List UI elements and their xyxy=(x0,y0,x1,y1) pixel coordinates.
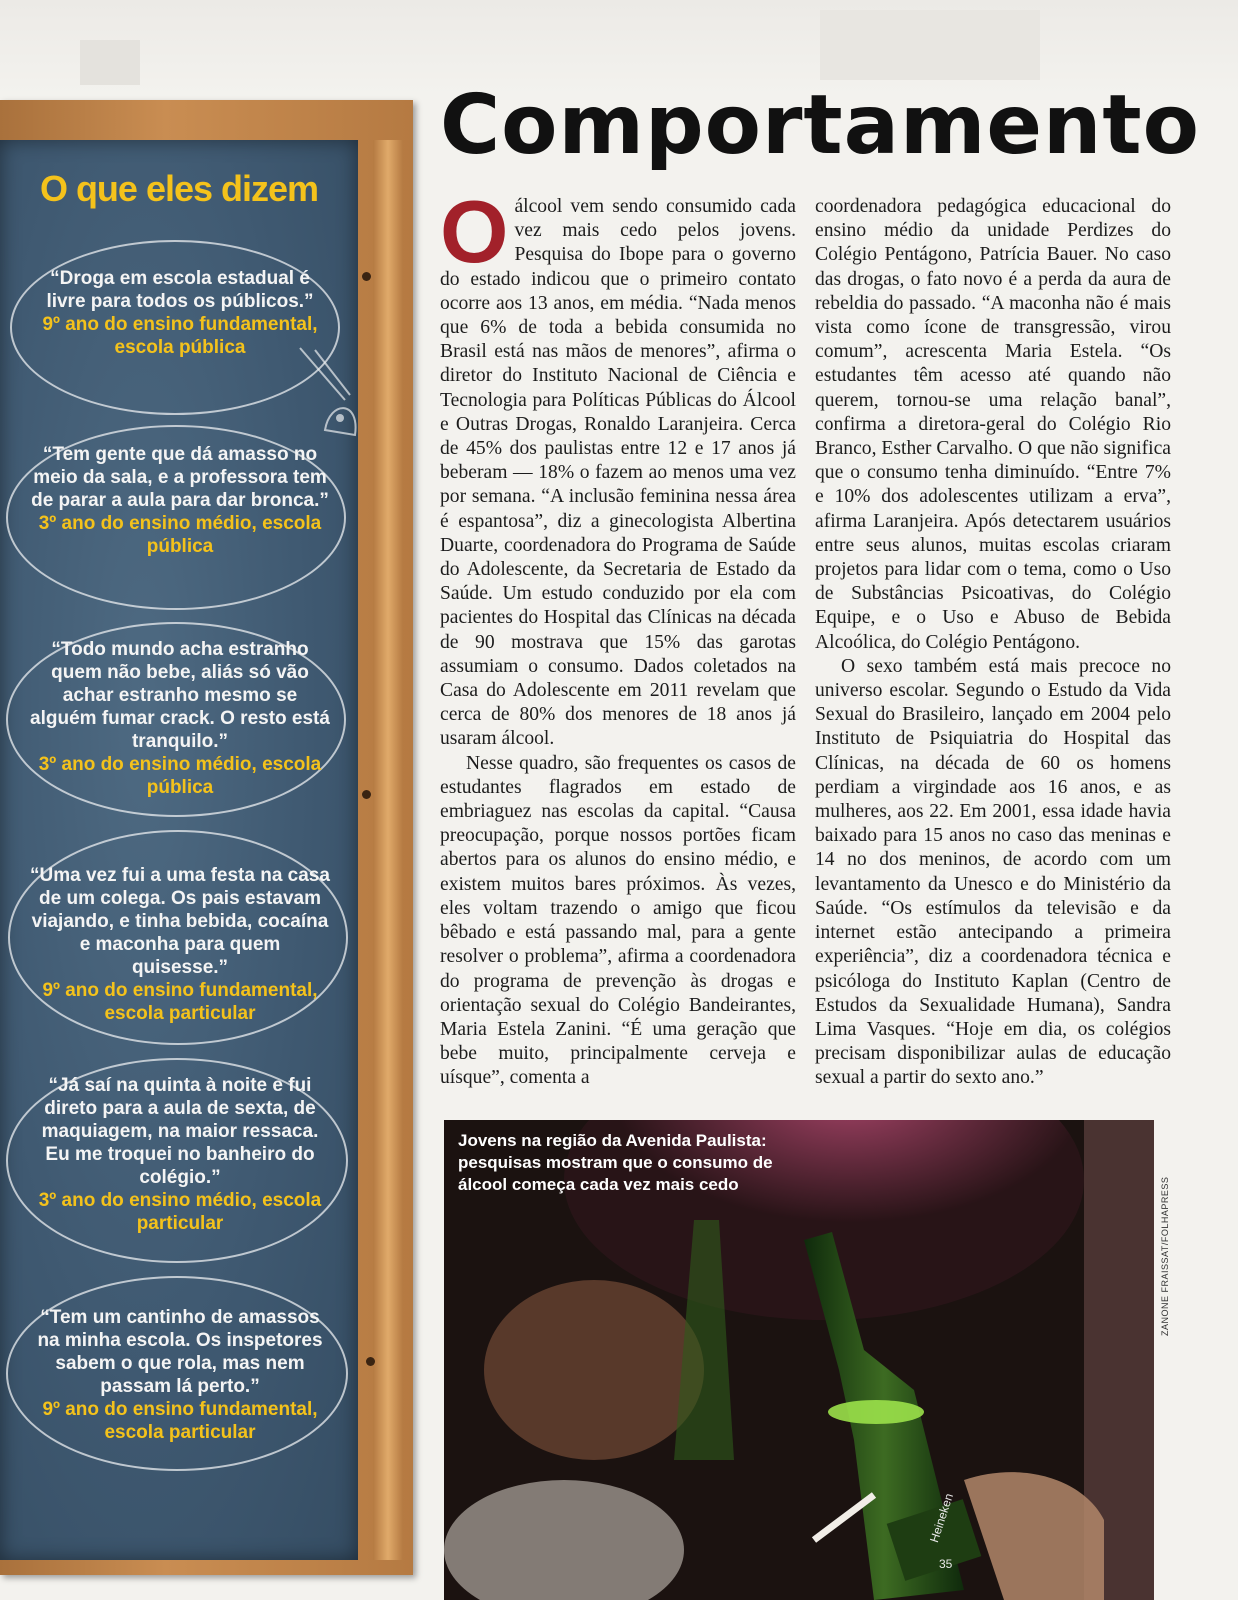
quote-text xyxy=(30,267,330,359)
quote-body: “Tem gente que dá amasso no meio da sala, e a professora tem de parar a aula para dar bronca.” xyxy=(31,444,329,511)
article-paragraph: Nesse quadro, são frequentes os casos de estudantes flagrados em estado de embriaguez nas escolas da capital. “Causa preocupação, porque nossos portões ficam abertos para os alunos do ensino médio, e existem muitos bares próximos. Às vezes, eles voltam trazendo o amigo que ficou bêbado e está passando mal, para a gente resolver o problema”, afirma a coordenadora do programa de prevenção às drogas e orientação sexual do Colégio Bandeirantes, Maria Estela Zanini. “É uma geração que bebe muito, principalmente cerveja e uísque”, comenta a xyxy=(440,752,796,1089)
photo-caption: Jovens na região da Avenida Paulista: pesquisas mostram que o consumo de álcool começa cada vez mais cedo xyxy=(458,1131,773,1194)
quote-source: 3º ano do ensino médio, escola pública xyxy=(38,513,322,557)
article-paragraph xyxy=(440,182,796,752)
article-column-1 xyxy=(440,182,796,1091)
paragraph-text: álcool vem sendo consumido cada vez mais cedo pelos jovens. Pesquisa do Ibope para o governo do estado indicou que o primeiro contato ocorre aos 13 anos, em média. “Nada menos que 6% de toda a bebida consumida no Brasil está nas mãos de menores”, afirma o diretor do Instituto Nacional de Ciência e Tecnologia para Políticas Públicas do Álcool e Outras Drogas, Ronaldo Laranjeira. Cerca de 45% dos paulistas entre 12 e 17 anos já beberam — 18% o fazem ao menos uma vez por semana. “A inclusão feminina nessa área é espantosa”, diz a ginecologista Albertina Duarte, coordenadora do Programa de Saúde do Adolescente, da Secretaria de Estado da Saúde. Um estudo conduzido por ela com pacientes do Hospital das Clínicas na década de 90 mostrava que 15% das garotas assumiam o consumo. Dados coletados na Casa do Adolescente em 2011 revelam que cerca de 80% dos menores de 18 anos já usaram álcool. xyxy=(440,196,796,750)
sidebar-title: O que eles dizem xyxy=(39,168,319,209)
nail-icon xyxy=(362,790,371,799)
quote-text xyxy=(30,864,330,1025)
quote-text xyxy=(30,638,330,799)
drop-cap: O xyxy=(440,182,509,281)
quote-body: “Já saí na quinta à noite e fui direto para a aula de sexta, de maquiagem, na maior ressaca. Eu me troquei no banheiro do colégio.” xyxy=(41,1075,319,1188)
quote-source: 9º ano do ensino fundamental, escola particular xyxy=(42,980,318,1024)
quote-source: 9º ano do ensino fundamental, escola particular xyxy=(42,1399,318,1443)
quote-body: “Uma vez fui a uma festa na casa de um colega. Os pais estavam viajando, e tinha bebida, cocaína e maconha para quem quisesse.” xyxy=(30,865,330,978)
section-title: Comportamento xyxy=(440,78,1200,173)
chalkboard-frame-strip xyxy=(373,140,403,1560)
quote-body: “Droga em escola estadual é livre para todos os públicos.” xyxy=(46,268,314,312)
quote-source: 9º ano do ensino fundamental, escola pública xyxy=(42,314,318,358)
bottle-label: Heineken xyxy=(926,1491,956,1545)
photo-credit: ZANONE FRAISSAT/FOLHAPRESS xyxy=(1160,1176,1170,1336)
quote-text xyxy=(30,443,330,558)
article-column-2 xyxy=(815,195,1171,1091)
nail-icon xyxy=(366,1357,375,1366)
quote-text xyxy=(30,1306,330,1444)
nail-icon xyxy=(362,272,371,281)
quote-text xyxy=(30,1074,330,1235)
quote-source: 3º ano do ensino médio, escola particular xyxy=(38,1190,322,1234)
bottle-number: 35 xyxy=(939,1557,953,1571)
article-paragraph: coordenadora pedagógica educacional do ensino médio da unidade Perdizes do Colégio Pentágono, Patrícia Bauer. No caso das drogas, o fato novo é a perda da aura de rebeldia do passado. “A maconha não é mais vista como ícone de transgressão, virou comum”, acrescenta Maria Estela. “Os estudantes têm acesso até quando não querem, tornou-se uma relação banal”, confirma a diretora-geral do Colégio Rio Branco, Esther Carvalho. O que não significa que o consumo tenha diminuído. “Entre 7% e 10% dos adolescentes utilizam a erva”, afirma Laranjeira. Após detectarem usuários entre seus alunos, muitas escolas criaram projetos para lidar com o tema, como o Uso de Substâncias Psicoativas, do Colégio Equipe, e o Uso e Abuso de Bebida Alcoólica, do Colégio Pentágono. xyxy=(815,196,1171,653)
quote-body: “Tem um cantinho de amassos na minha escola. Os inspetores sabem o que rola, mas nem passam lá perto.” xyxy=(37,1307,323,1397)
article-photo xyxy=(444,1120,1154,1600)
article-paragraph: O sexo também está mais precoce no universo escolar. Segundo o Estudo da Vida Sexual do Brasileiro, lançado em 2004 pelo Instituto de Psiquiatria do Hospital das Clínicas, na década de 60 os homens perdiam a virgindade aos 16 anos, e as mulheres, aos 22. Em 2001, essa idade havia baixado para 15 anos no caso das meninas e 14 no dos meninos, de acordo com um levantamento da Unesco e do Ministério da Saúde. “Os estímulos da televisão e da internet estão antecipando a primeira experiência”, diz a coordenadora técnica e psicóloga do Instituto Kaplan (Centro de Estudos da Sexualidade Humana), Sandra Lima Vasques. “Hoje em dia, os colégios precisam disponibilizar aulas de educação sexual a partir do sexto ano.” xyxy=(815,655,1171,1089)
chalk-doodle-figure xyxy=(290,340,360,450)
quote-body: “Todo mundo acha estranho quem não bebe, aliás só vão achar estranho mesmo se alguém fumar crack. O resto está tranquilo.” xyxy=(30,639,330,752)
quote-source: 3º ano do ensino médio, escola pública xyxy=(38,754,322,798)
